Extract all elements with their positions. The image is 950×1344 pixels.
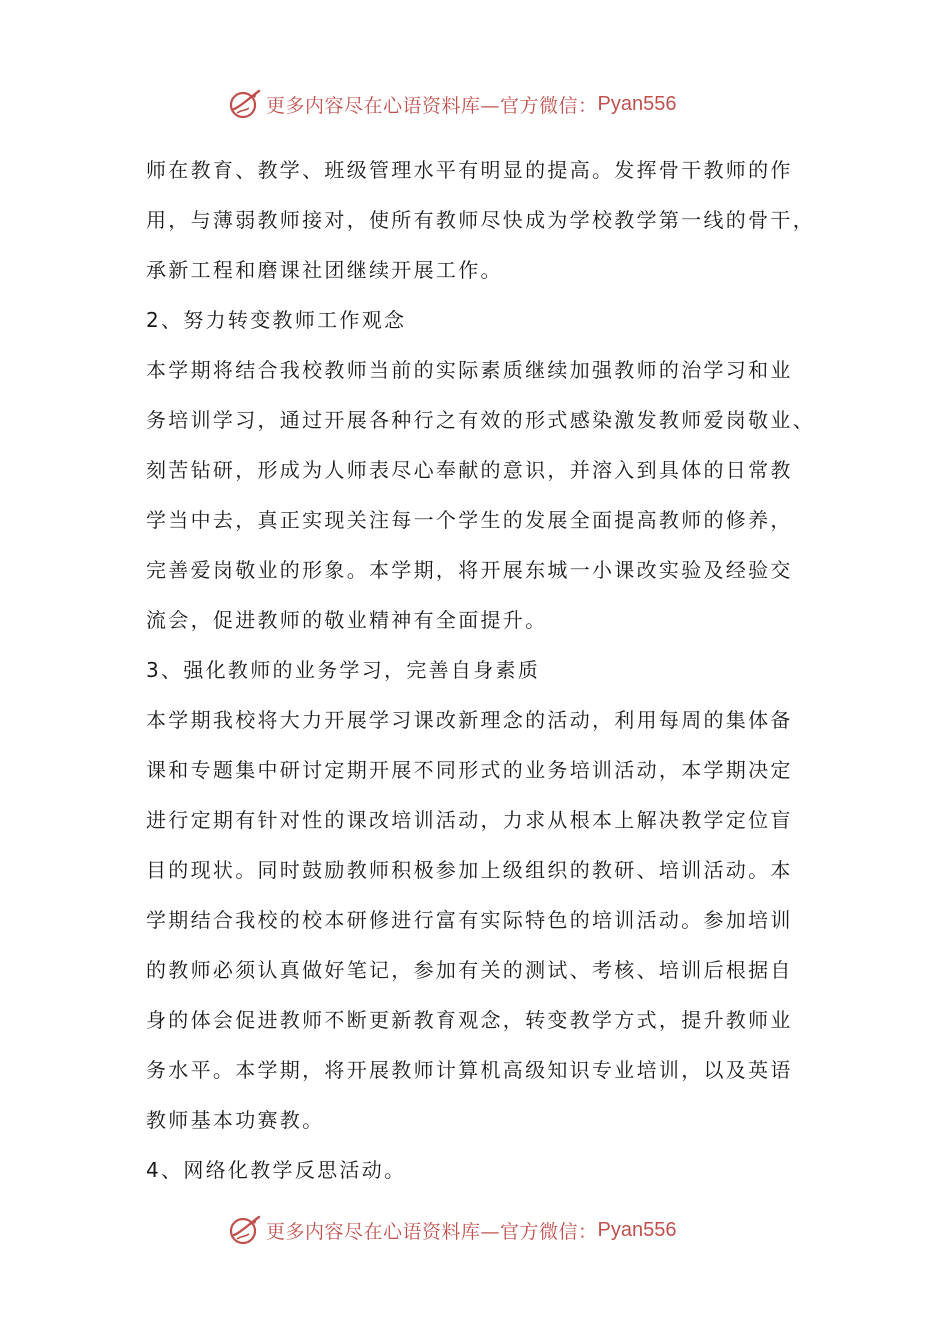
section-heading: 2、努力转变教师工作观念 xyxy=(146,308,407,332)
paragraph-line: 本学期我校将大力开展学习课改新理念的活动，利用每周的集体备 xyxy=(146,708,793,732)
pen-logo-icon xyxy=(228,87,262,121)
paragraph-line: 进行定期有针对性的课改培训活动，力求从根本上解决教学定位盲 xyxy=(146,808,793,832)
watermark-text: 更多内容尽在心语资料库—官方微信： xyxy=(266,1220,598,1243)
paragraph-line: 学当中去，真正实现关注每一个学生的发展全面提高教师的修养， xyxy=(146,508,793,532)
paragraph-line: 教师基本功赛教。 xyxy=(146,1108,325,1132)
paragraph-line: 目的现状。同时鼓励教师积极参加上级组织的教研、培训活动。本 xyxy=(146,858,793,882)
pen-logo-icon xyxy=(228,1213,262,1247)
paragraph-line: 务水平。本学期，将开展教师计算机高级知识专业培训，以及英语 xyxy=(146,1058,793,1082)
header-watermark xyxy=(228,84,748,124)
watermark-text: 更多内容尽在心语资料库—官方微信： xyxy=(266,94,598,117)
paragraph-line: 务培训学习，通过开展各种行之有效的形式感染激发教师爱岗敬业、 xyxy=(146,408,815,432)
paragraph-line: 的教师必须认真做好笔记，参加有关的测试、考核、培训后根据自 xyxy=(146,958,793,982)
watermark-wechat-id: Pyan556 xyxy=(597,92,677,115)
section-heading: 4、网络化教学反思活动。 xyxy=(146,1158,407,1182)
section-heading: 3、强化教师的业务学习，完善自身素质 xyxy=(146,658,541,682)
watermark-wechat-id: Pyan556 xyxy=(597,1218,677,1241)
paragraph-line: 完善爱岗敬业的形象。本学期，将开展东城一小课改实验及经验交 xyxy=(146,558,793,582)
paragraph-line: 身的体会促进教师不断更新教育观念，转变教学方式，提升教师业 xyxy=(146,1008,793,1032)
paragraph-line: 流会，促进教师的敬业精神有全面提升。 xyxy=(146,608,548,632)
paragraph-line: 刻苦钻研，形成为人师表尽心奉献的意识，并溶入到具体的日常教 xyxy=(146,458,793,482)
paragraph-line: 师在教育、教学、班级管理水平有明显的提高。发挥骨干教师的作 xyxy=(146,158,793,182)
footer-watermark xyxy=(228,1210,748,1250)
paragraph-line: 用，与薄弱教师接对，使所有教师尽快成为学校教学第一线的骨干， xyxy=(146,208,815,232)
document-body xyxy=(146,145,836,1195)
paragraph-line: 课和专题集中研讨定期开展不同形式的业务培训活动，本学期决定 xyxy=(146,758,793,782)
paragraph-line: 本学期将结合我校教师当前的实际素质继续加强教师的治学习和业 xyxy=(146,358,793,382)
paragraph-line: 学期结合我校的校本研修进行富有实际特色的培训活动。参加培训 xyxy=(146,908,793,932)
paragraph-line: 承新工程和磨课社团继续开展工作。 xyxy=(146,258,503,282)
